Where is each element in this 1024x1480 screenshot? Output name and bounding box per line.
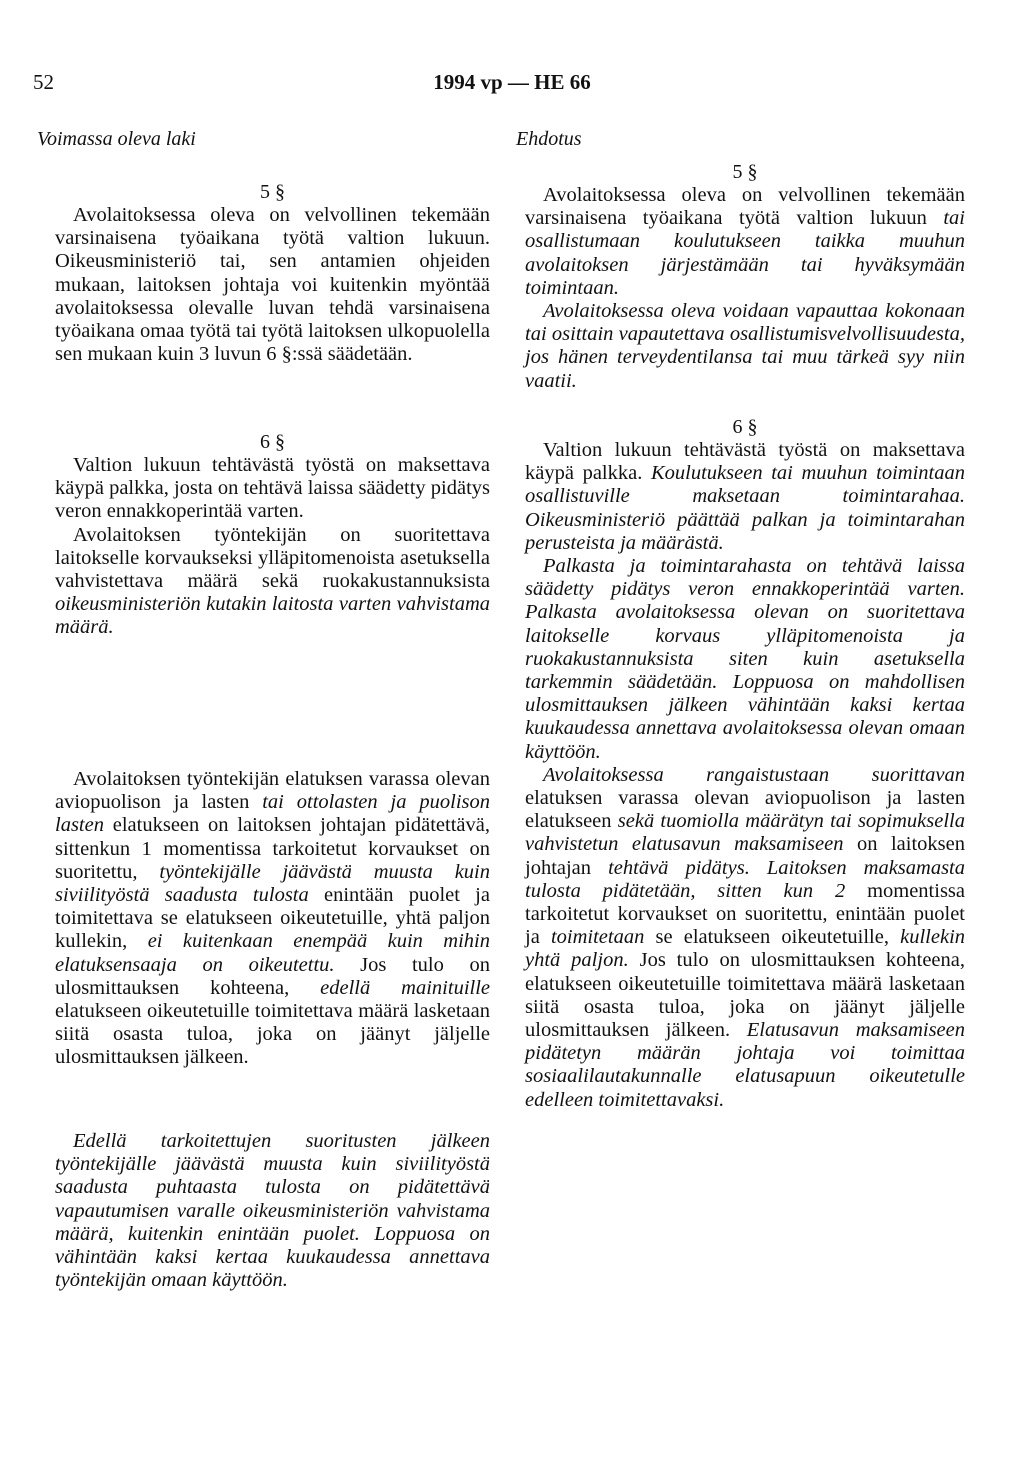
section-number: 6 § — [732, 416, 758, 438]
paragraph: Avolaitoksessa oleva voidaan vapauttaa kokonaan tai osittain vapautettava osallistumisvelvollisuudesta, jos hänen terveydentilansa tai muu tärkeä syy niin vaatii. — [525, 300, 965, 392]
paragraph: Avolaitoksessa rangaistustaan suorittavan elatuksen varassa olevan aviopuolison ja lasten elatukseen sekä tuomiolla määrätyn tai sopimuksella vahvistetun elatusavun maksamiseen on laitoksen johtajan tehtävä pidätys. Laitoksen maksamasta tulosta pidätetään, sitten kun 2 momentissa tarkoitetut korvaukset on suoritettu, enintään puolet ja toimitetaan se elatukseen oikeutetuille, kullekin yhtä paljon. Jos tulo on ulosmittauksen kohteena, elatukseen oikeutetuille toimitettava määrä lasketaan siitä osasta tuloa, joka on jäänyt jäljelle ulosmittauksen jälkeen. Elatusavun maksamiseen pidätetyn määrän johtaja voi toimittaa sosiaalilautakunnalle elatusapuun oikeutetulle edelleen toimitettavaksi. — [525, 763, 966, 1111]
section-number: 5 § — [732, 161, 758, 183]
paragraph: Avolaitoksessa oleva on velvollinen tekemään varsinaisena työaikana työtä valtion lukuun. Oikeusministeriö tai, sen antamien ohjeiden mukaan, laitoksen johtaja voi kuitenkin myöntää avolaitoksessa olevalle luvan tehdä varsinaisena työaikana omaa työtä tai työtä laitoksen ulkopuolella sen mukaan kuin 3 luvun 6 §:ssä säädetään. — [55, 204, 490, 366]
right-section-6 — [525, 415, 965, 1112]
section-number: 6 § — [260, 431, 285, 453]
paragraph: Avolaitoksen työntekijän elatuksen varassa olevan aviopuolison ja lasten tai ottolasten ja puolison lasten elatukseen on laitoksen johtajan pidätettävä, sittenkun 1 momentissa tarkoitetut korvaukset on suoritettu, työntekijälle jäävästä muusta kuin siviilityöstä saadusta tulosta enintään puolet ja toimitettava se elatukseen oikeutetuille, yhtä paljon kullekin, ei kuitenkaan enempää kuin mihin elatuksensaaja on oikeutettu. Jos tulo on ulosmittauksen kohteena, edellä mainituille elatukseen oikeutetuille toimitettava määrä lasketaan siitä osasta tuloa, joka on jäänyt jäljelle ulosmittauksen jälkeen. — [55, 768, 490, 1069]
section-number: 5 § — [260, 181, 285, 203]
left-section-6-moment-4 — [55, 1130, 490, 1292]
document-id: 1994 vp — HE 66 — [433, 70, 591, 94]
paragraph: Palkasta ja toimintarahasta on tehtävä laissa säädetty pidätys veron ennakkoperintää varten. Palkasta avolaitoksessa olevan on suoritettava laitokselle korvaus ylläpitomenoista ja ruokakustannuksista siten kuin asetuksella tarkemmin säädetään. Loppuosa on mahdollisen ulosmittauksen jälkeen vähintään kaksi kertaa kuukaudessa annettava avolaitoksessa olevan omaan käyttöön. — [525, 555, 965, 763]
left-section-6 — [55, 430, 490, 640]
paragraph: Valtion lukuun tehtävästä työstä on maksettava käypä palkka. Koulutukseen tai muuhun toimintaan osallistuville maksetaan toimintarahaa. Oikeusministeriö päättää palkan ja toimintarahan perusteista ja määrästä. — [525, 439, 965, 554]
left-section-6-moment-3 — [55, 768, 490, 1070]
page-header — [0, 70, 1024, 100]
paragraph: Valtion lukuun tehtävästä työstä on maksettava käypä palkka, josta on tehtävä laissa säädetty pidätys veron ennakkoperintää varten. — [55, 454, 490, 523]
right-column-heading: Ehdotus — [516, 128, 582, 150]
paragraph: Edellä tarkoitettujen suoritusten jälkeen työntekijälle jäävästä muusta kuin siviilityöstä saadusta puhtaasta tulosta on pidätettävä vapautumisen varalle oikeusministeriön vahvistama määrä, kuitenkin enintään puolet. Loppuosa on vähintään kaksi kertaa kuukaudessa annettava työntekijän omaan käyttöön. — [55, 1130, 490, 1292]
left-column-heading: Voimassa oleva laki — [37, 128, 196, 150]
page-number: 52 — [33, 70, 54, 94]
paragraph: Avolaitoksen työntekijän on suoritettava laitokselle korvaukseksi ylläpitomenoista asetuksella vahvistettava määrä sekä ruokakustannuksista oikeusministeriön kutakin laitosta varten vahvistama määrä. — [55, 523, 490, 639]
paragraph: Avolaitoksessa oleva on velvollinen tekemään varsinaisena työaikana työtä valtion lukuun tai osallistumaan koulutukseen taikka muuhun avolaitoksen järjestämään tai hyväksymään toimintaan. — [525, 184, 965, 299]
right-section-5 — [525, 160, 965, 393]
left-section-5 — [55, 180, 490, 366]
